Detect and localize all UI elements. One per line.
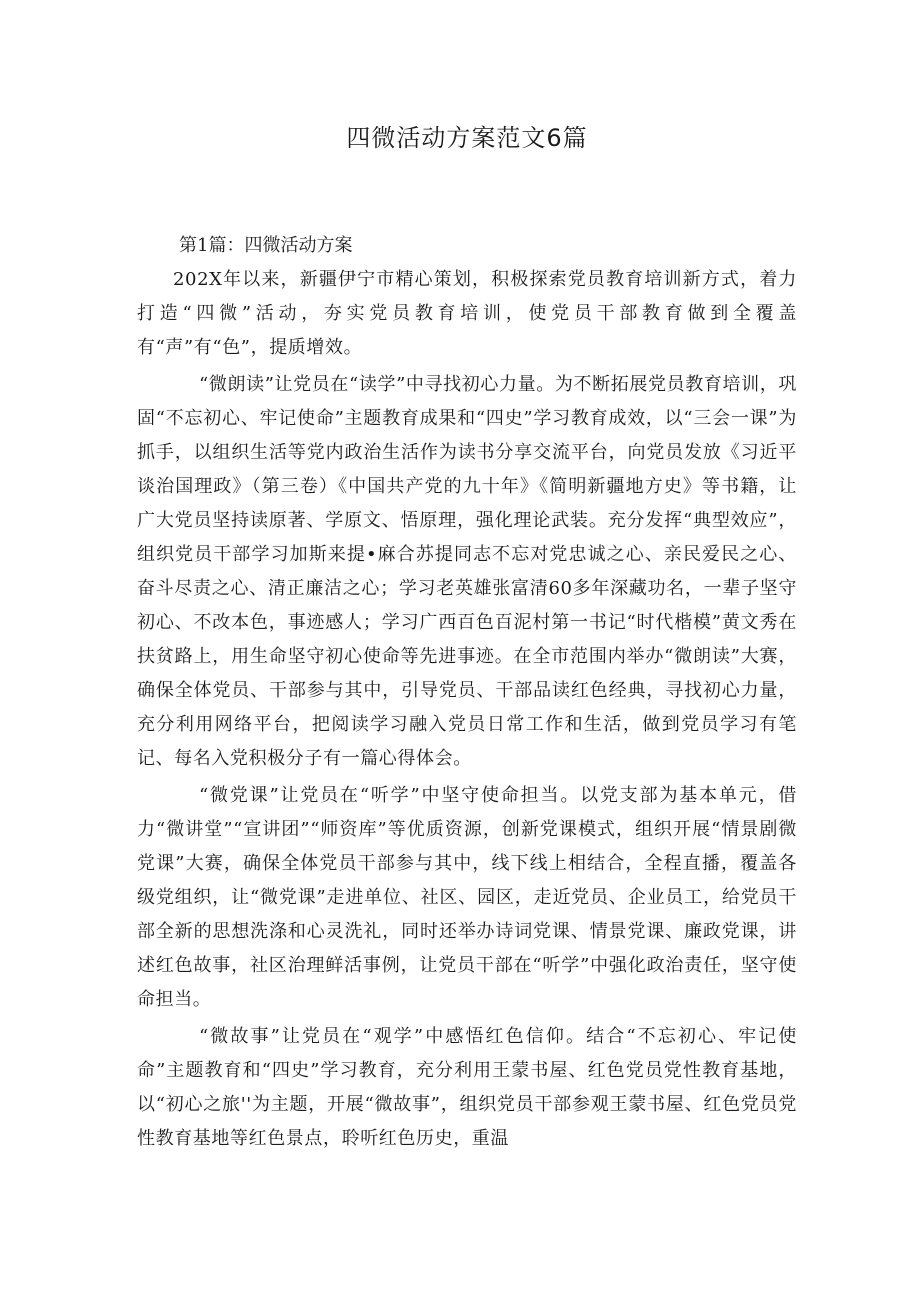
document-title: 四微活动方案范文6篇 <box>346 124 588 152</box>
paragraph-micro-story: “微故事”让党员在“观学”中感悟红色信仰。结合“不忘初心、牢记使命”主题教育和“四史”学习教育，充分利用王蒙书屋、红色党员党性教育基地，以“初心之旅''为主题，开展“微故事”，组织党员干部参观王蒙书屋、红色党员党性教育基地等红色景点，聆听红色历史，重温 <box>137 1026 797 1149</box>
paragraph-micro-lecture: “微党课”让党员在“听学”中坚守使命担当。以党支部为基本单元，借力“微讲堂”“宣讲团”“师资库”等优质资源，创新党课模式，组织开展“情景剧微党课”大赛，确保全体党员干部参与其中，线下线上相结合，全程直播，覆盖各级党组织，让“微党课”走进单位、社区、园区，走近党员、企业员工，给党员干部全新的思想洗涤和心灵洗礼，同时还举办诗词党课、情景党课、廉政党课，讲述红色故事，社区治理鲜活事例，让党员干部在“听学”中强化政治责任，坚守使命担当。 <box>137 785 797 1010</box>
paragraph-micro-reading: “微朗读”让党员在“读学”中寻找初心力量。为不断拓展党员教育培训，巩固“不忘初心、牢记使命”主题教育成果和“四史”学习教育成效，以“三会一课”为抓手，以组织生活等党内政治生活作为读书分享交流平台，向党员发放《习近平谈治国理政》（第三卷）《中国共产党的九十年》《简明新疆地方史》等书籍，让广大党员坚持读原著、学原文、悟原理，强化理论武装。充分发挥“典型效应”，组织党员干部学习加斯来提•麻合苏提同志不忘对党忠诚之心、亲民爱民之心、奋斗尽责之心、清正廉洁之心；学习老英雄张富清60多年深藏功名，一辈子坚守初心、不改本色，事迹感人；学习广西百色百泥村第一书记“时代楷模”黄文秀在扶贫路上，用生命坚守初心使命等先进事迹。在全市范围内举办“微朗读”大赛，确保全体党员、干部参与其中，引导党员、干部品读红色经典，寻找初心力量，充分利用网络平台，把阅读学习融入党员日常工作和生活，做到党员学习有笔记、每名入党积极分子有一篇心得体会。 <box>137 374 797 769</box>
section-heading: 第1篇：四微活动方案 <box>179 235 353 256</box>
paragraph-intro: 202X年以来，新疆伊宁市精心策划，积极探索党员教育培训新方式，着力打造“四微”活动，夯实党员教育培训，使党员干部教育做到全覆盖有“声”有“色”，提质增效。 <box>137 269 797 358</box>
